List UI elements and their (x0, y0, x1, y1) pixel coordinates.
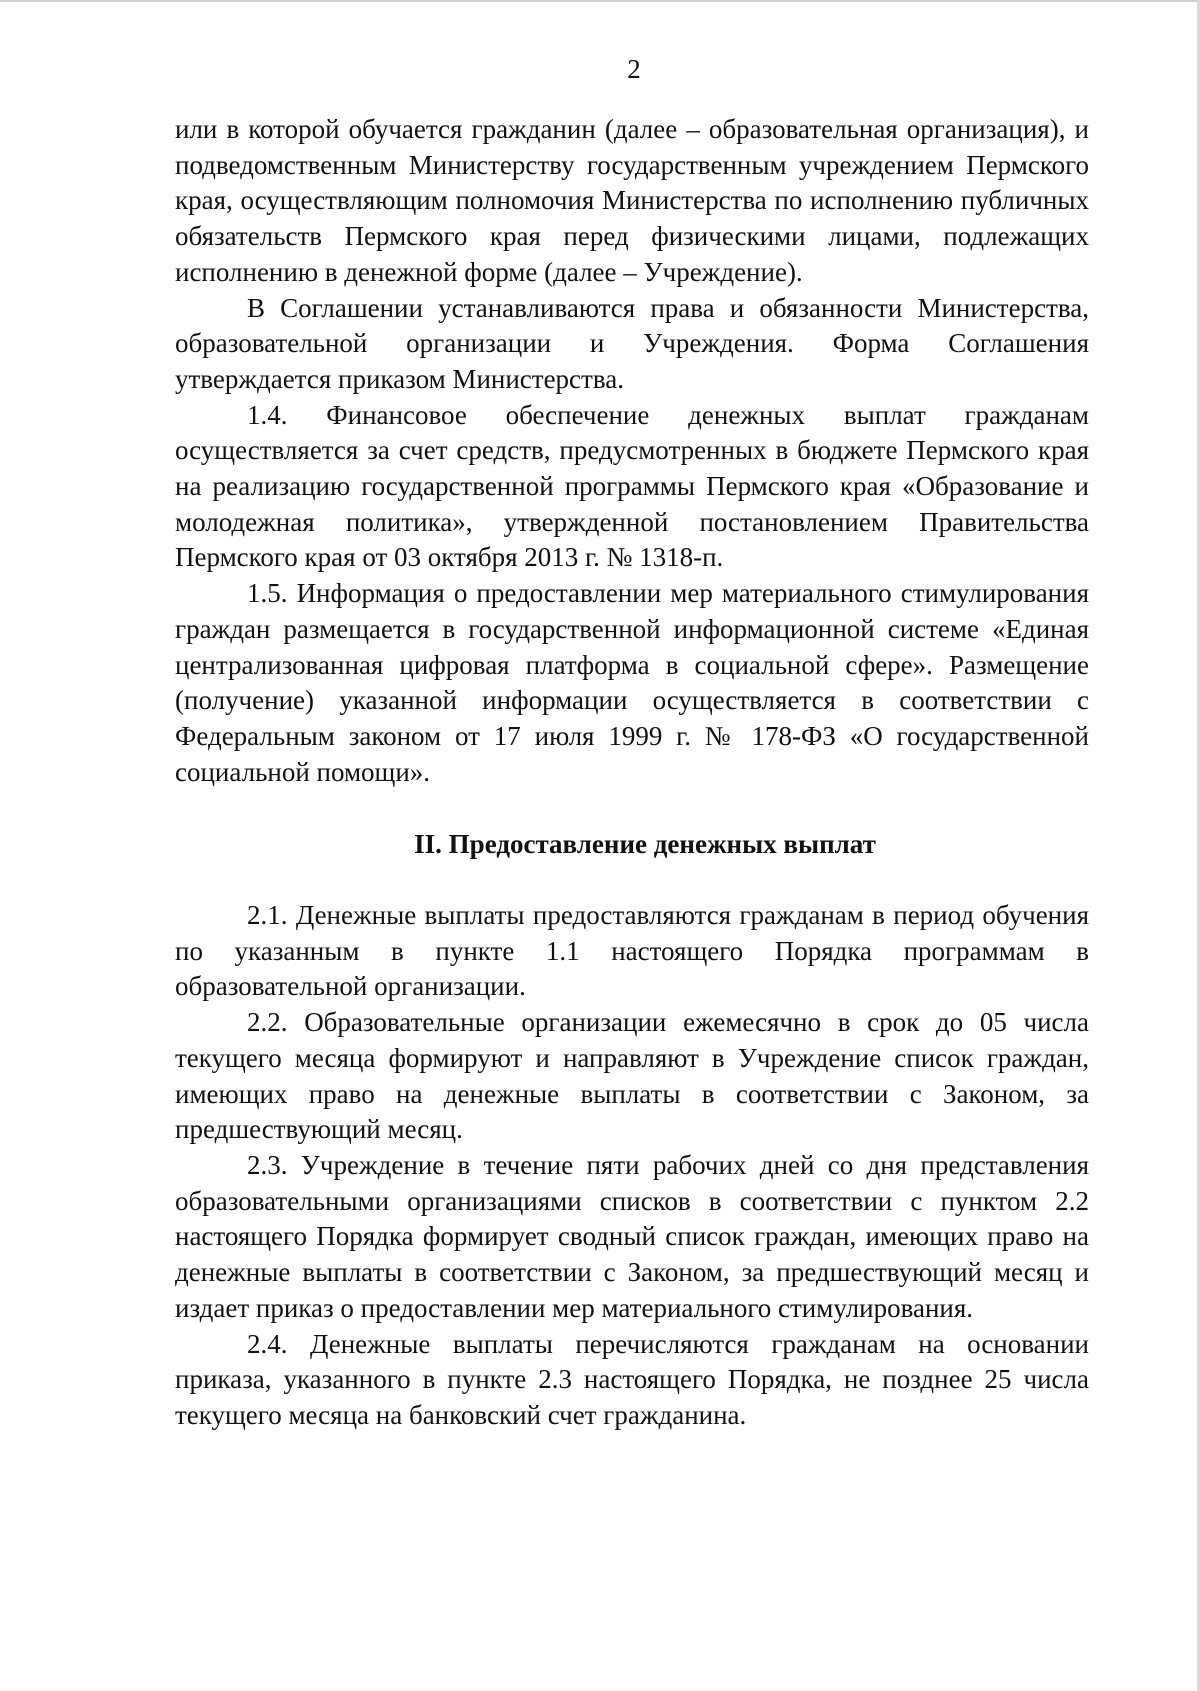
section-heading: II. Предоставление денежных выплат (414, 829, 876, 860)
document-body (175, 112, 1089, 1434)
page-edge-top (0, 0, 1200, 2)
paragraph-agreement: В Соглашении устанавливаются права и обязанности Министерства, образовательной организации и Учреждения. Форма Соглашения утверждается приказом Министерства. (175, 292, 1089, 394)
paragraph-1-5: 1.5. Информация о предоставлении мер материального стимулирования граждан размещается в государственной информационной системе «Единая централизованная цифровая платформа в социальной сфере». Размещение (получение) указанной информации осуществляется в соответствии с Федеральным законом от 17 июля 1999 г. № 178-ФЗ «О государственной социальной помощи». (175, 578, 1089, 787)
paragraph-2-2: 2.2. Образовательные организации ежемесячно в срок до 05 числа текущего месяца формируют и направляют в Учреждение список граждан, имеющих право на денежные выплаты в соответствии с Законом, за предшествующий месяц. (175, 1007, 1089, 1145)
paragraph-continuation: или в которой обучается гражданин (далее – образовательная организация), и подведомственным Министерству государственным учреждением Пермского края, осуществляющим полномочия Министерства по исполнению публичных обязательств Пермского края перед физическими лицами, подлежащих исполнению в денежной форме (далее – Учреждение). (175, 114, 1089, 287)
paragraph-2-3: 2.3. Учреждение в течение пяти рабочих дней со дня представления образовательными организациями списков в соответствии с пунктом 2.2 настоящего Порядка формирует сводный список граждан, имеющих право на денежные выплаты в соответствии с Законом, за предшествующий месяц и издает приказ о предоставлении мер материального стимулирования. (175, 1149, 1089, 1323)
page-number: 2 (627, 54, 641, 84)
paragraph-2-4: 2.4. Денежные выплаты перечисляются гражданам на основании приказа, указанного в пункте 2.3 настоящего Порядка, не позднее 25 числа текущего месяца на банковский счет гражданина. (175, 1328, 1089, 1430)
paragraph-2-1: 2.1. Денежные выплаты предоставляются гражданам в период обучения по указанным в пункте 1.1 настоящего Порядка программам в образовательной организации. (175, 900, 1089, 1002)
paragraph-1-4: 1.4. Финансовое обеспечение денежных выплат гражданам осуществляется за счет средств, предусмотренных в бюджете Пермского края на реализацию государственной программы Пермского края «Образование и молодежная политика», утвержденной постановлением Правительства Пермского края от 03 октября 2013 г. № 1318-п. (175, 399, 1089, 573)
